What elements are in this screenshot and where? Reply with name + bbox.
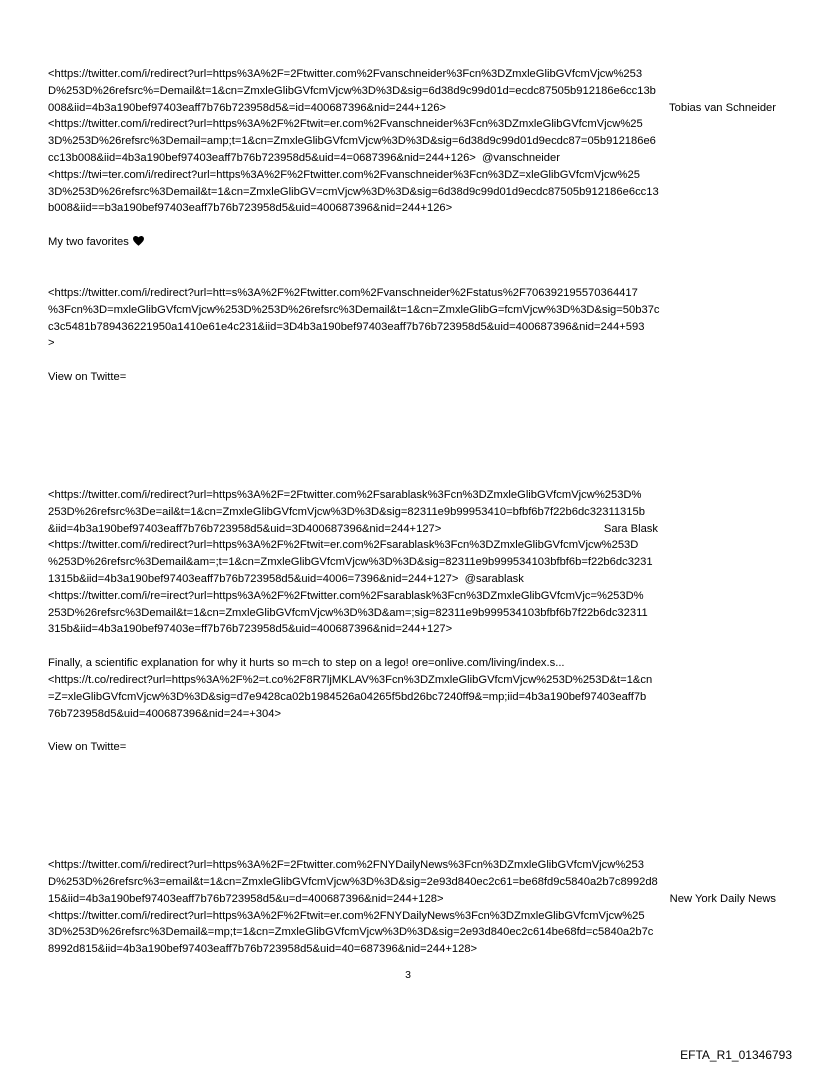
redirect-link-line[interactable]: 3D%253D%26refsrc%3Demail&t=1&cn=ZmxleGlibGV=cmVjcw%3D%3D&sig=6d38d9c99d01d9ecdc87505b912186e6cc13 [48, 185, 659, 198]
redirect-link-line[interactable] [48, 891, 776, 908]
status-link-line[interactable]: 76b723958d5&uid=400687396&nid=24=+304> [48, 707, 281, 720]
redirect-link-line[interactable]: b008&iid==b3a190bef97403eaff7b76b723958d5&uid=400687396&nid=244+126> [48, 202, 453, 215]
redirect-link-line[interactable]: D%253D%26refsrc%=Demail&t=1&cn=ZmxleGlibGVfcmVjcw%3D%3D&sig=6d38d9c99d01d=ecdc87505b912186e6cc13b [48, 84, 656, 97]
redirect-link-line[interactable]: <https://twitter.com/i/redirect?url=https%3A%2F%2Ftwit=er.com%2Fvanschneider%3Fcn%3DZmxleGlibGVfcmVjcw%25 [48, 118, 643, 131]
author-name: Tobias van Schneider [669, 101, 776, 114]
redirect-link-line[interactable]: <https://twitter.com/i/redirect?url=https%3A%2F=2Ftwitter.com%2Fvanschneider%3Fcn%3DZmxleGlibGVfcmVjcw%253 [48, 68, 643, 80]
redirect-link-line[interactable]: 315b&iid=4b3a190bef97403e=ff7b76b723958d5&uid=400687396&nid=244+127> [48, 623, 453, 636]
status-link-line[interactable]: <https://t.co/redirect?url=https%3A%2F%2=t.co%2F8R7ljMKLAV%3Fcn%3DZmxleGlibGVfcmVjcw%253D%253D&t=1&cn [48, 673, 653, 686]
redirect-link-line[interactable]: cc13b008&iid=4b3a190bef97403eaff7b76b723958d5&uid=4=0687396&nid=244+126> @vanschneider [48, 151, 560, 164]
redirect-link-text[interactable]: &iid=4b3a190bef97403eaff7b76b723958d5&uid=3D400687396&nid=244+127> [48, 522, 442, 535]
heart-icon [133, 236, 144, 246]
status-link-line[interactable]: <https://twitter.com/i/redirect?url=htt=s%3A%2F%2Ftwitter.com%2Fvanschneider%2Fstatus%2F706392195570364417 [48, 286, 638, 299]
tweet-text: Finally, a scientific explanation for why it hurts so m=ch to step on a lego! ore=onlive.com/living/index.s... [48, 657, 565, 670]
redirect-link-line[interactable]: 3D%253D%26refsrc%3Demail&=mp;t=1&cn=ZmxleGlibGVfcmVjcw%3D%3D&sig=2e93d840ec2c614be68fd=c5840a2b7c [48, 926, 654, 939]
redirect-link-line[interactable]: 8992d815&iid=4b3a190bef97403eaff7b76b723958d5&uid=40=687396&nid=244+128> [48, 943, 478, 956]
author-name: Sara Blask [603, 522, 658, 535]
status-link-line[interactable]: c3c5481b789436221950a1410e61e4c231&iid=3D4b3a190bef97403eaff7b76b723958d5&uid=400687396&nid=244+593 [48, 320, 645, 333]
status-link-line[interactable]: %3Fcn%3D=mxleGlibGVfcmVjcw%253D%253D%26refsrc%3Demail&t=1&cn=ZmxleGlibG=fcmVjcw%3D%3D&sig=50b37c [48, 303, 660, 316]
author-name: New York Daily News [669, 892, 776, 905]
redirect-link-line[interactable]: <https://twitter.com/i/redirect?url=https%3A%2F=2Ftwitter.com%2FNYDailyNews%3Fcn%3DZmxleGlibGVfcmVjcw%253 [48, 859, 644, 872]
redirect-link-line[interactable]: D%253D%26refsrc%3=email&t=1&cn=ZmxleGlibGVfcmVjcw%3D%3D&sig=2e93d840ec2c61=be68fd9c5840a2b7c8992d8 [48, 875, 658, 888]
redirect-link-line[interactable] [48, 100, 776, 117]
redirect-link-line[interactable]: 253D%26refsrc%3De=ail&t=1&cn=ZmxleGlibGVfcmVjcw%3D%3D&sig=82311e9b99953410=bfbf6b7f22b6dc32311315b [48, 505, 645, 518]
tweet-text-line [48, 234, 776, 251]
redirect-link-line[interactable]: <https://twitter.com/i/redirect?url=https%3A%2F%2Ftwit=er.com%2FNYDailyNews%3Fcn%3DZmxleGlibGVfcmVjcw%25 [48, 909, 645, 922]
redirect-link-line[interactable]: <https://twitter.com/i/redirect?url=https%3A%2F=2Ftwitter.com%2Fsarablask%3Fcn%3DZmxleGlibGVfcmVjcw%253D% [48, 488, 642, 501]
redirect-link-line[interactable]: <https://twitter.com/i/re=irect?url=https%3A%2F%2Ftwitter.com%2Fsarablask%3Fcn%3DZmxleGlibGVfcmVjc=%253D% [48, 589, 644, 602]
tweet-text: My two favorites [48, 236, 129, 249]
redirect-link-text[interactable]: 008&iid=4b3a190bef97403eaff7b76b723958d5&=id=400687396&nid=244+126> [48, 101, 446, 114]
redirect-link-text[interactable]: 15&iid=4b3a190bef97403eaff7b76b723958d5&u=d=400687396&nid=244+128> [48, 892, 444, 905]
document-body [48, 66, 776, 958]
view-on-twitter-link[interactable]: View on Twitte= [48, 741, 127, 754]
document-id: EFTA_R1_01346793 [680, 1048, 792, 1062]
redirect-link-line[interactable] [48, 521, 776, 538]
redirect-link-line[interactable]: 1315b&iid=4b3a190bef97403eaff7b76b723958d5&uid=4006=7396&nid=244+127> @sarablask [48, 572, 524, 585]
redirect-link-line[interactable]: 3D%253D%26refsrc%3Demail=amp;t=1&cn=ZmxleGlibGVfcmVjcw%3D%3D&sig=6d38d9c99d01d9ecdc87=05b912186e6 [48, 135, 656, 148]
view-on-twitter-link[interactable]: View on Twitte= [48, 371, 127, 384]
redirect-link-line[interactable]: %253D%26refsrc%3Demail&am=;t=1&cn=ZmxleGlibGVfcmVjcw%3D%3D&sig=82311e9b999534103bfbf6b=f22b6dc3231 [48, 556, 653, 569]
redirect-link-line[interactable]: <https://twi=ter.com/i/redirect?url=https%3A%2F%2Ftwitter.com%2Fvanschneider%3Fcn%3DZ=xleGlibGVfcmVjcw%25 [48, 168, 640, 181]
status-link-line[interactable]: =Z=xleGlibGVfcmVjcw%3D%3D&sig=d7e9428ca02b1984526a04265f5bd26bc7240ff9&=mp;iid=4b3a190bef97403eaff7b [48, 690, 647, 703]
redirect-link-line[interactable]: 253D%26refsrc%3Demail&t=1&cn=ZmxleGlibGVfcmVjcw%3D%3D&am=;sig=82311e9b999534103bfbf6b7f22b6dc32311 [48, 606, 648, 619]
status-link-line[interactable]: > [48, 337, 55, 350]
redirect-link-line[interactable]: <https://twitter.com/i/redirect?url=https%3A%2F%2Ftwit=er.com%2Fsarablask%3Fcn%3DZmxleGlibGVfcmVjcw%253D [48, 539, 639, 552]
page-number: 3 [405, 969, 411, 981]
